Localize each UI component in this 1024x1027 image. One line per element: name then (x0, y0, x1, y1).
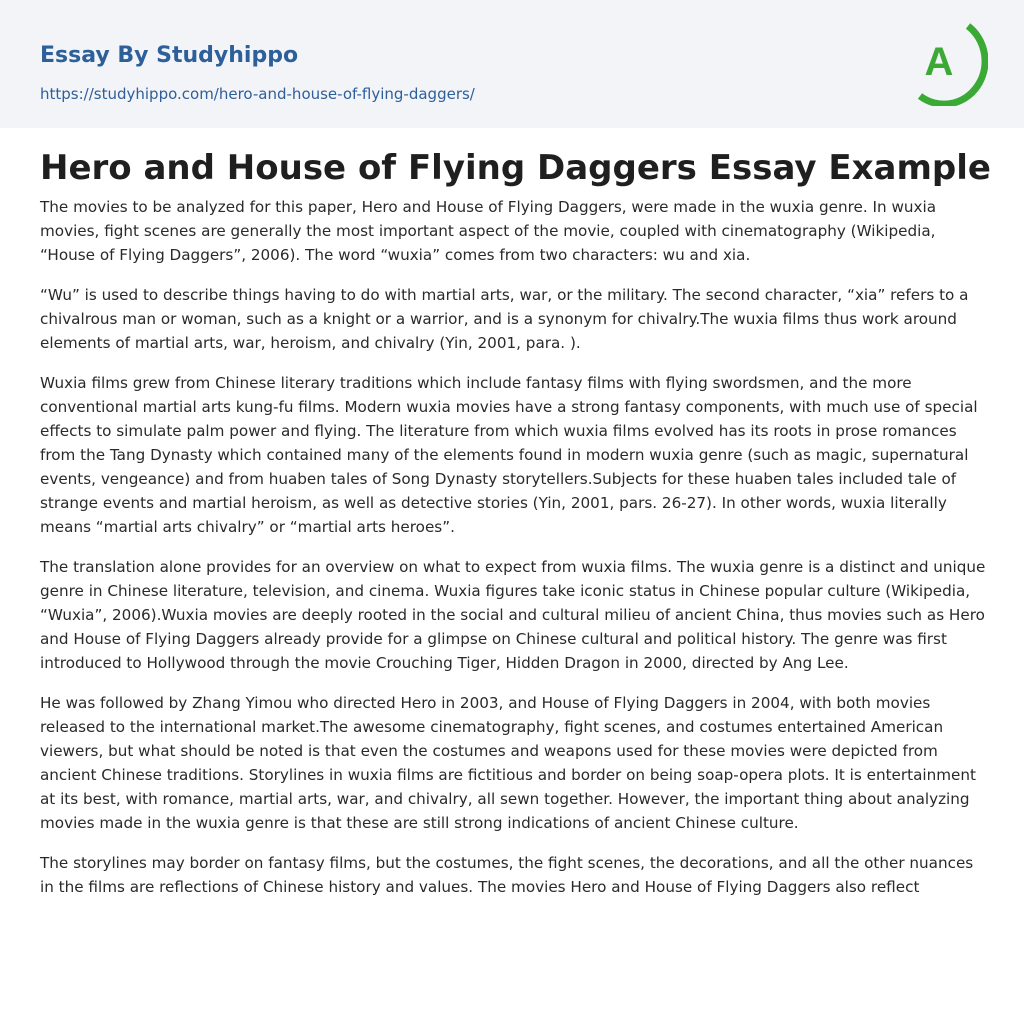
paragraph: The storylines may border on fantasy films, but the costumes, the fight scenes, the decorations, and all the other nuances in the films are reflections of Chinese history and values. The movies Hero and House of Flying Daggers also reflect (40, 854, 974, 896)
paragraph: He was followed by Zhang Yimou who directed Hero in 2003, and House of Flying Daggers in 2004, with both movies released to the international market.The awesome cinematography, fight scenes, and costumes entertained American viewers, but what should be noted is that even the costumes and weapons used for these movies were depicted from ancient Chinese traditions. Storylines in wuxia films are fictitious and border on being soap-opera plots. It is entertainment at its best, with romance, martial arts, war, and chivalry, all sewn together. However, the important thing about analyzing movies made in the wuxia genre is that these are still strong indications of ancient Chinese culture. (40, 694, 976, 832)
paragraph: The translation alone provides for an overview on what to expect from wuxia films. The wuxia genre is a distinct and unique genre in Chinese literature, television, and cinema. Wuxia figures take iconic status in Chinese popular culture (Wikipedia, “Wuxia”, 2006).Wuxia movies are deeply rooted in the social and cultural milieu of ancient China, thus movies such as Hero and House of Flying Daggers already provide for a glimpse on Chinese cultural and political history. The genre was first introduced to Hollywood through the movie Crouching Tiger, Hidden Dragon in 2000, directed by Ang Lee. (40, 558, 986, 672)
article-body (40, 195, 986, 915)
page-url-link[interactable]: https://studyhippo.com/hero-and-house-of-flying-daggers/ (40, 85, 475, 103)
logo-letter: A (924, 40, 954, 84)
site-brand[interactable]: Essay By Studyhippo (40, 43, 299, 68)
paragraph: “Wu” is used to describe things having to do with martial arts, war, or the military. The second character, “xia” refers to a chivalrous man or woman, such as a knight or a warrior, and is a synonym for chivalry.The wuxia films thus work around elements of martial arts, war, heroism, and chivalry (Yin, 2001, para. ). (40, 286, 969, 352)
page-title: Hero and House of Flying Daggers Essay Example (40, 148, 991, 188)
paragraph: Wuxia films grew from Chinese literary traditions which include fantasy films with flying swordsmen, and the more conventional martial arts kung-fu films. Modern wuxia movies have a strong fantasy components, with much use of special effects to simulate palm power and flying. The literature from which wuxia films evolved has its roots in prose romances from the Tang Dynasty which contained many of the elements found in modern wuxia genre (such as magic, supernatural events, vengeance) and from huaben tales of Song Dynasty storytellers.Subjects for these huaben tales included tale of strange events and martial heroism, as well as detective stories (Yin, 2001, pars. 26-27). In other words, wuxia literally means “martial arts chivalry” or “martial arts heroes”. (40, 374, 978, 536)
paragraph: The movies to be analyzed for this paper, Hero and House of Flying Daggers, were made in the wuxia genre. In wuxia movies, fight scenes are generally the most important aspect of the movie, coupled with cinematography (Wikipedia, “House of Flying Daggers”, 2006). The word “wuxia” comes from two characters: wu and xia. (40, 198, 937, 264)
